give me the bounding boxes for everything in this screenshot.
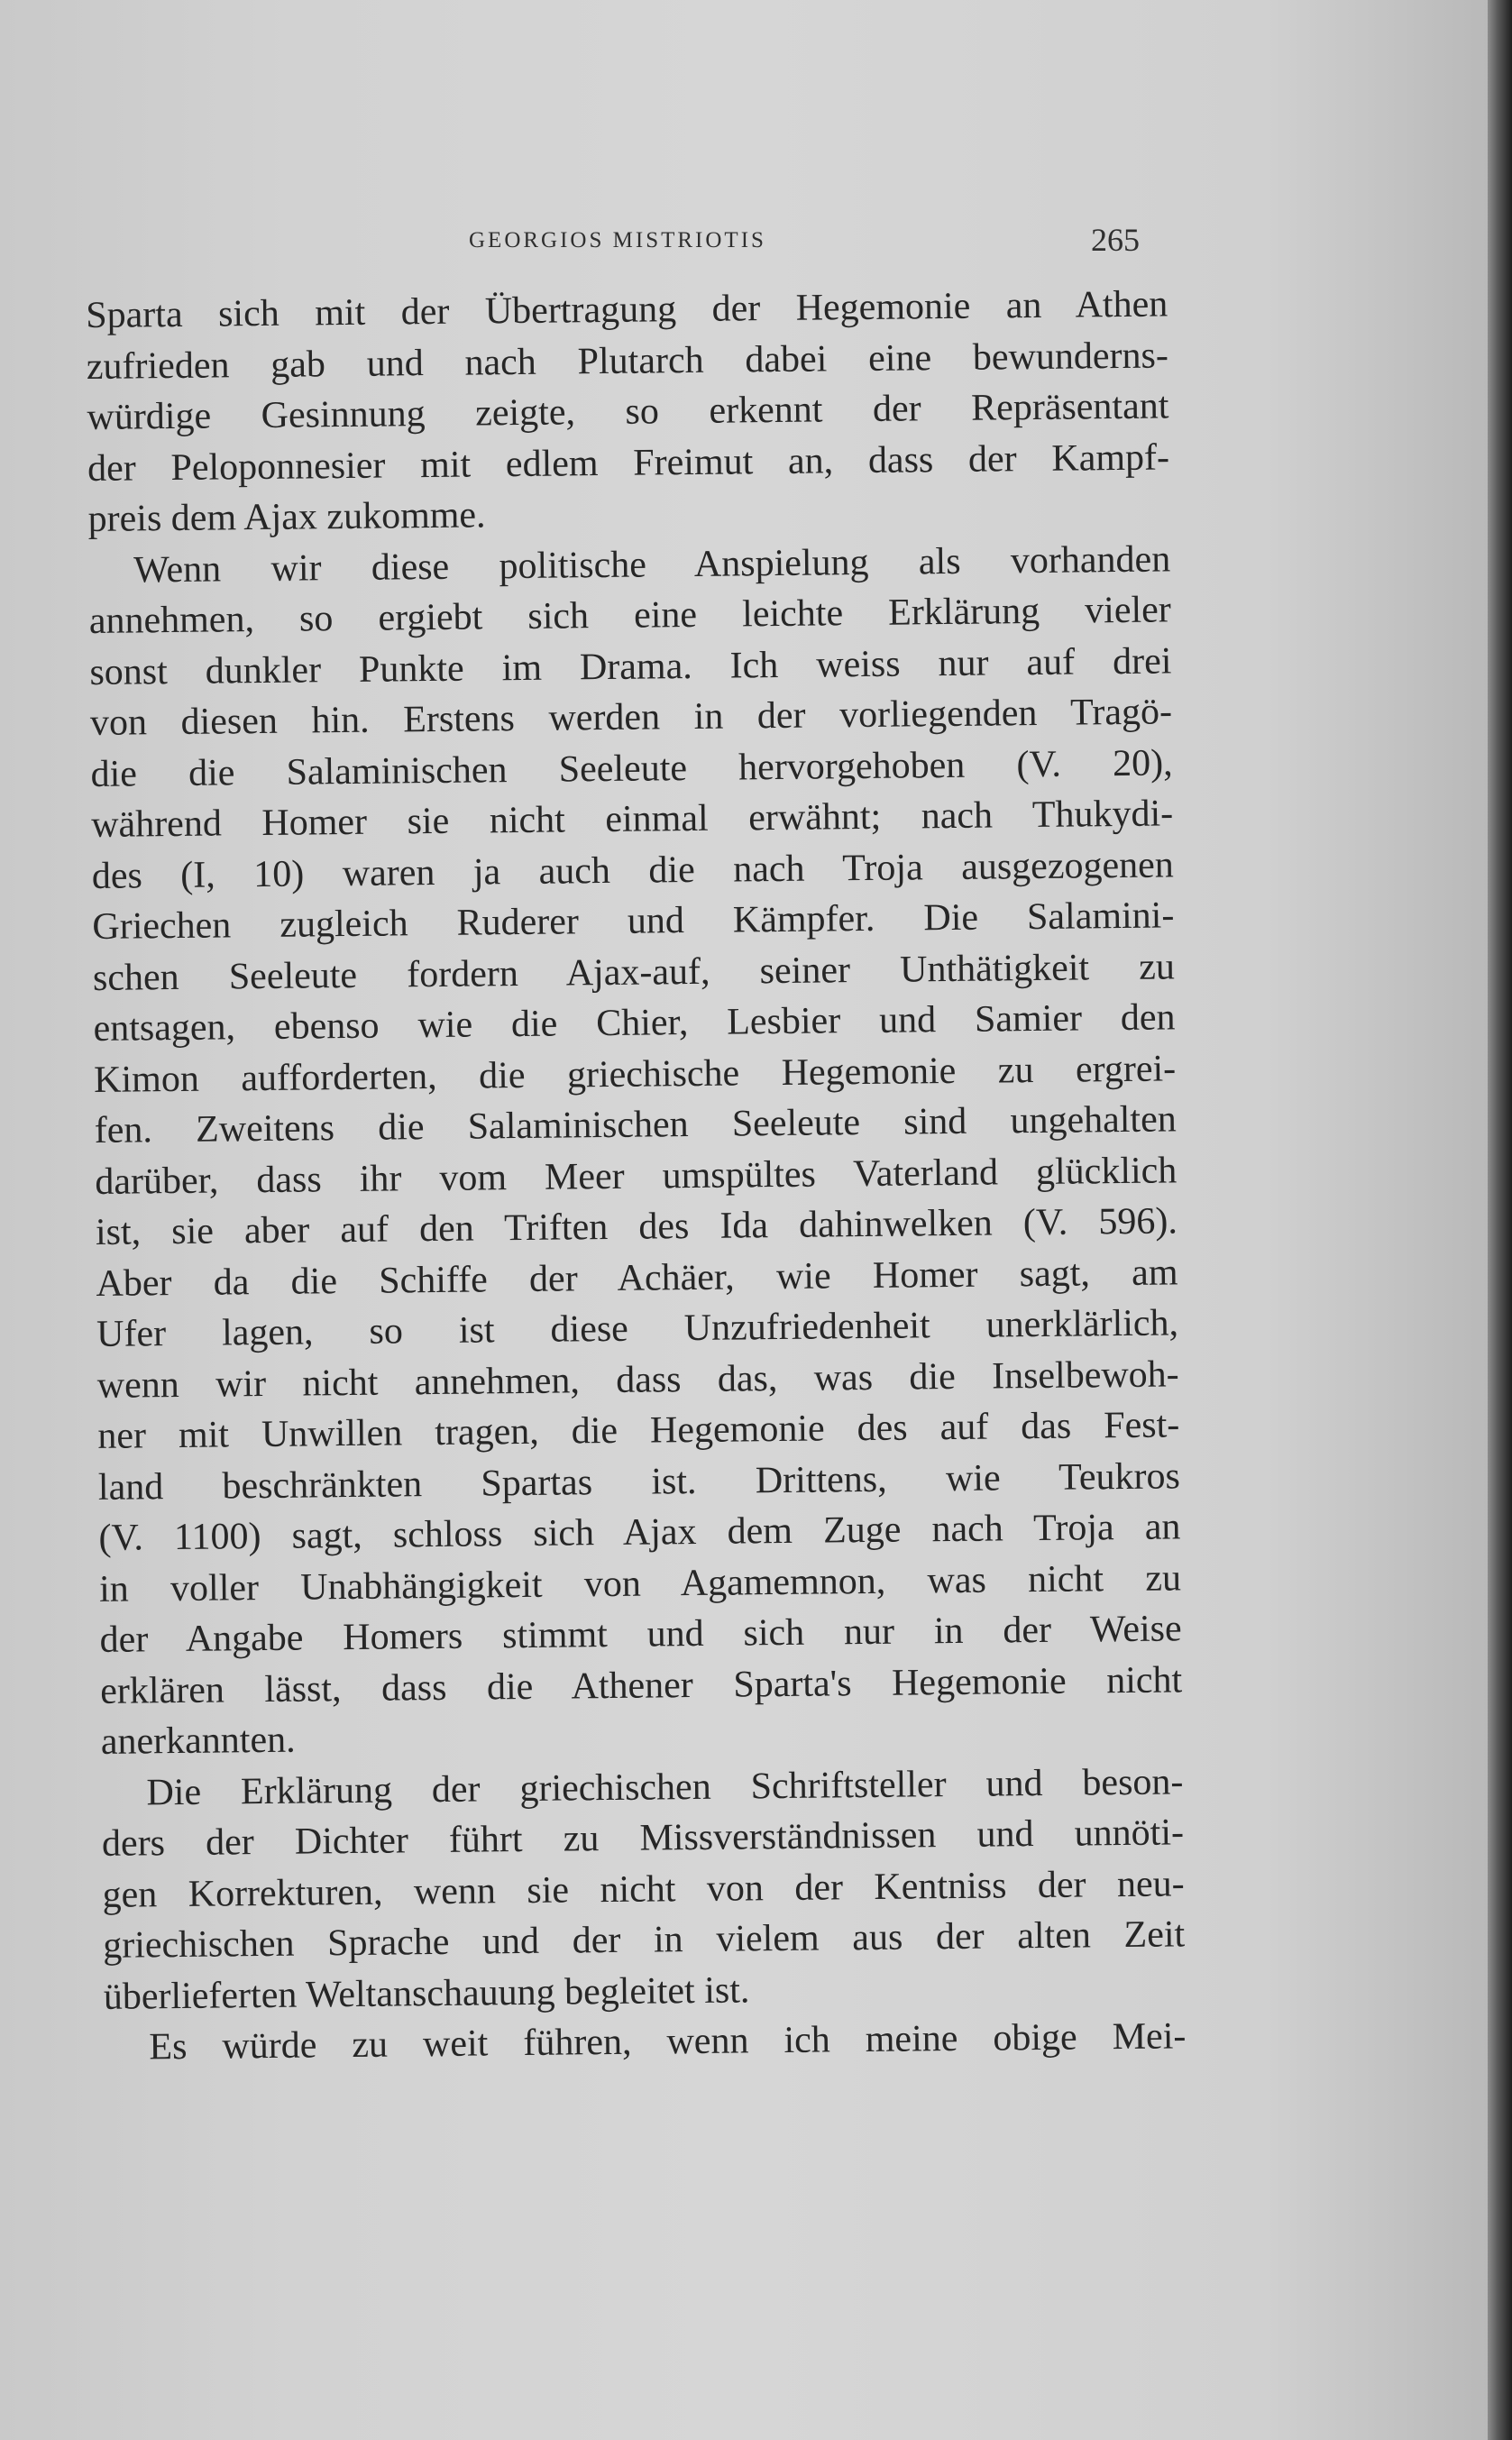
text-line: Kimon aufforderten, die griechische Hegemonie zu ergrei- [93, 1047, 1177, 1101]
text-line: Es würde zu weit führen, wenn ich meine obige Mei- [149, 2015, 1187, 2068]
text-line: zufrieden gab und nach Plutarch dabei eine bewunderns- [86, 334, 1169, 388]
text-line: während Homer sie nicht einmal erwähnt; nach Thukydi- [90, 793, 1174, 846]
text-line: erklären lässt, dass die Athener Sparta's Hegemonie nicht [100, 1658, 1183, 1712]
text-line: (V. 1100) sagt, schloss sich Ajax dem Zuge nach Troja an [98, 1506, 1181, 1559]
text-line: schen Seeleute fordern Ajax-auf, seiner Unthätigkeit zu [92, 945, 1176, 999]
text-line: darüber, dass ihr vom Meer umspültes Vaterland glücklich [95, 1149, 1178, 1203]
text-line: Wenn wir diese politische Anspielung als vorhanden [133, 537, 1171, 591]
text-line: ist, sie aber auf den Triften des Ida dahinwelken (V. 596). [95, 1200, 1178, 1253]
body-text [86, 279, 1187, 2073]
text-line: der Peloponnesier mit edlem Freimut an, dass der Kampf- [87, 436, 1170, 490]
text-line: von diesen hin. Erstens werden in der vorliegenden Tragö- [89, 691, 1173, 744]
page-edge-shadow [1488, 0, 1512, 2440]
text-line: griechischen Sprache und der in vielem aus der alten Zeit [102, 1913, 1186, 1967]
text-line: land beschränkten Spartas ist. Drittens, wie Teukros [97, 1454, 1181, 1509]
text-line: anerkannten. [100, 1719, 296, 1763]
text-line: in voller Unabhängigkeit von Agamemnon, was nicht zu [98, 1556, 1182, 1610]
text-line: wenn wir nicht annehmen, dass das, was die Inselbewoh- [96, 1353, 1179, 1407]
text-line: der Angabe Homers stimmt und sich nur in der Weise [99, 1608, 1182, 1661]
running-head [0, 221, 1488, 266]
text-line: ner mit Unwillen tragen, die Hegemonie des auf das Fest- [97, 1404, 1180, 1457]
text-line: Die Erklärung der griechischen Schriftsteller und beson- [146, 1760, 1184, 1813]
text-line: Aber da die Schiffe der Achäer, wie Homer sagt, am [96, 1251, 1178, 1305]
text-line: sonst dunkler Punkte im Drama. Ich weiss nur auf drei [89, 639, 1172, 693]
text-line: Sparta sich mit der Übertragung der Hegemonie an Athen [86, 283, 1168, 336]
text-line: ders der Dichter führt zu Missverständnissen und unnöti- [101, 1812, 1185, 1865]
text-line: entsagen, ebenso wie die Chier, Lesbier und Samier den [93, 996, 1176, 1050]
text-line: würdige Gesinnung zeigte, so erkennt der Repräsentant [87, 385, 1169, 438]
running-title: GEORGIOS MISTRIOTIS [469, 228, 766, 252]
text-line: fen. Zweitens die Salaminischen Seeleute sind ungehalten [94, 1098, 1177, 1151]
text-line: gen Korrekturen, wenn sie nicht von der Kentniss der neu- [102, 1862, 1185, 1916]
text-line: die die Salaminischen Seeleute hervorgehoben (V. 20), [90, 741, 1173, 795]
text-line: preis dem Ajax zukomme. [87, 494, 486, 540]
text-line: Ufer lagen, so ist diese Unzufriedenheit unerklärlich, [96, 1302, 1179, 1355]
text-line: Griechen zugleich Ruderer und Kämpfer. Die Salamini- [92, 894, 1175, 948]
text-line: annehmen, so ergiebt sich eine leichte Erklärung vieler [88, 589, 1172, 642]
page-number: 265 [1091, 222, 1140, 258]
text-line: überlieferten Weltanschauung begleitet ist. [103, 1968, 750, 2018]
text-line: des (I, 10) waren ja auch die nach Troja ausgezogenen [91, 843, 1174, 897]
